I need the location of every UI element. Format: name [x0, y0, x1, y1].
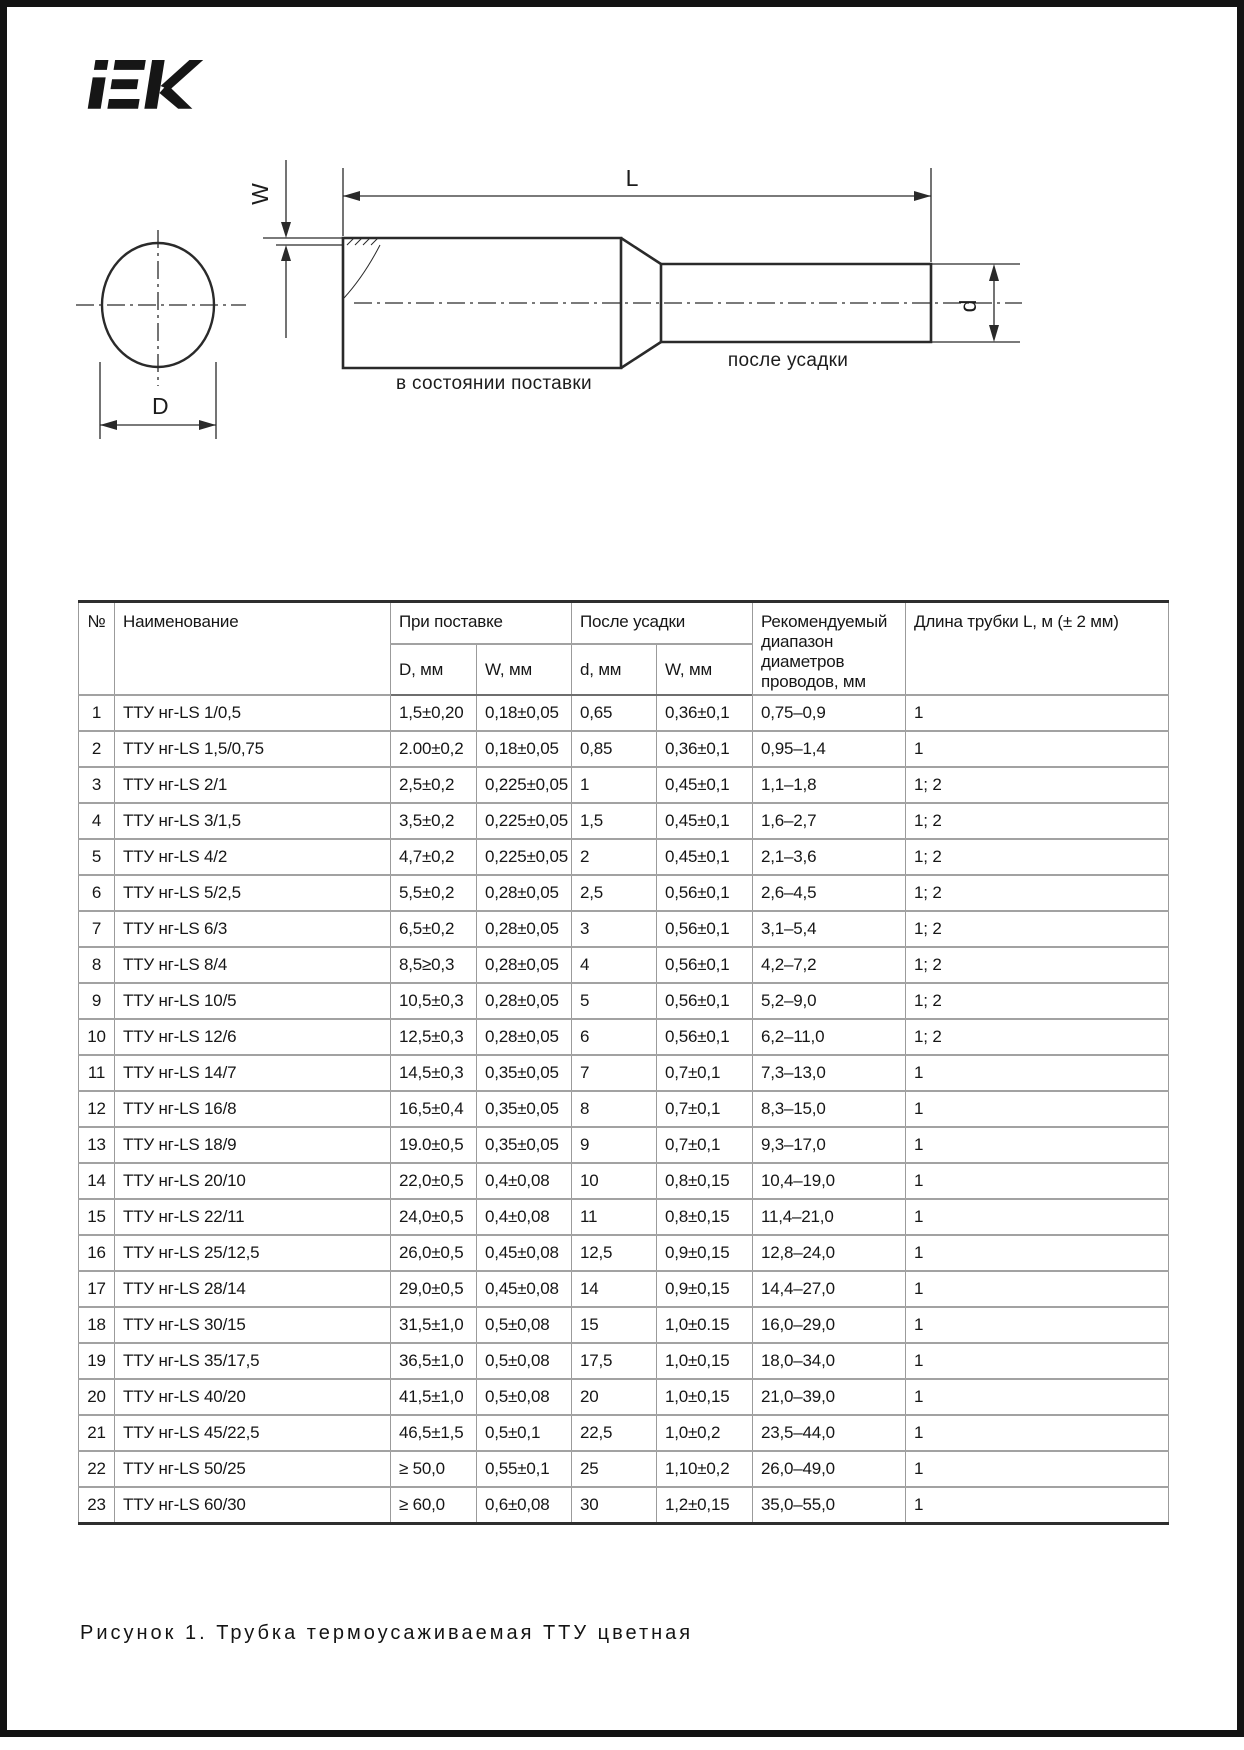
cell-supply-D: 14,5±0,3 [391, 1055, 477, 1091]
cell-length: 1; 2 [906, 839, 1169, 875]
table-row [79, 983, 1169, 1019]
cell-name: ТТУ нг-LS 22/11 [115, 1199, 391, 1235]
cell-supply-D: 24,0±0,5 [391, 1199, 477, 1235]
cell-name: ТТУ нг-LS 14/7 [115, 1055, 391, 1091]
cell-length: 1 [906, 1415, 1169, 1451]
cell-num: 20 [79, 1379, 115, 1415]
cell-shrink-d: 15 [572, 1307, 657, 1343]
cell-shrink-W: 0,8±0,15 [657, 1199, 753, 1235]
cell-length: 1 [906, 1307, 1169, 1343]
header-supply-group: При поставке [391, 602, 572, 645]
cell-num: 2 [79, 731, 115, 767]
table-row [79, 1307, 1169, 1343]
cell-num: 10 [79, 1019, 115, 1055]
cell-range: 4,2–7,2 [753, 947, 906, 983]
cell-name: ТТУ нг-LS 8/4 [115, 947, 391, 983]
cell-range: 1,1–1,8 [753, 767, 906, 803]
cell-shrink-W: 0,36±0,1 [657, 695, 753, 731]
cell-supply-D: 2.00±0,2 [391, 731, 477, 767]
cell-supply-W: 0,225±0,05 [477, 767, 572, 803]
table-row [79, 1415, 1169, 1451]
cell-supply-D: 6,5±0,2 [391, 911, 477, 947]
logo-k-stem [144, 60, 164, 109]
cell-num: 8 [79, 947, 115, 983]
cell-name: ТТУ нг-LS 4/2 [115, 839, 391, 875]
table-row [79, 1091, 1169, 1127]
cell-name: ТТУ нг-LS 60/30 [115, 1487, 391, 1523]
cell-supply-D: 22,0±0,5 [391, 1163, 477, 1199]
cell-length: 1 [906, 1235, 1169, 1271]
cell-supply-D: 4,7±0,2 [391, 839, 477, 875]
cell-num: 4 [79, 803, 115, 839]
logo-e-bot [107, 99, 139, 109]
cell-length: 1 [906, 1055, 1169, 1091]
cell-supply-D: 2,5±0,2 [391, 767, 477, 803]
cell-length: 1 [906, 1127, 1169, 1163]
cell-range: 0,75–0,9 [753, 695, 906, 731]
cell-shrink-W: 0,45±0,1 [657, 803, 753, 839]
table-row [79, 1019, 1169, 1055]
cell-num: 1 [79, 695, 115, 731]
cell-name: ТТУ нг-LS 12/6 [115, 1019, 391, 1055]
table-row [79, 767, 1169, 803]
spec-table [78, 600, 1169, 1525]
cell-name: ТТУ нг-LS 18/9 [115, 1127, 391, 1163]
wall-thickness-lines [263, 238, 343, 245]
table-row [79, 1271, 1169, 1307]
cell-supply-W: 0,225±0,05 [477, 839, 572, 875]
arrowhead [914, 191, 931, 201]
cell-range: 12,8–24,0 [753, 1235, 906, 1271]
cell-range: 23,5–44,0 [753, 1415, 906, 1451]
table-row [79, 1127, 1169, 1163]
cell-supply-W: 0,28±0,05 [477, 1019, 572, 1055]
cell-range: 2,6–4,5 [753, 875, 906, 911]
cell-num: 15 [79, 1199, 115, 1235]
label-W: W [247, 183, 273, 205]
cell-shrink-d: 14 [572, 1271, 657, 1307]
header-length: Длина трубки L, м (± 2 мм) [906, 602, 1169, 696]
table-row [79, 1379, 1169, 1415]
cell-shrink-d: 2 [572, 839, 657, 875]
cell-shrink-W: 0,56±0,1 [657, 947, 753, 983]
arrowhead [989, 264, 999, 281]
cell-name: ТТУ нг-LS 5/2,5 [115, 875, 391, 911]
cell-supply-W: 0,28±0,05 [477, 911, 572, 947]
cell-name: ТТУ нг-LS 10/5 [115, 983, 391, 1019]
cell-num: 5 [79, 839, 115, 875]
table-row [79, 731, 1169, 767]
cell-name: ТТУ нг-LS 1/0,5 [115, 695, 391, 731]
cell-shrink-d: 30 [572, 1487, 657, 1523]
cell-name: ТТУ нг-LS 45/22,5 [115, 1415, 391, 1451]
cell-shrink-W: 0,45±0,1 [657, 839, 753, 875]
cell-length: 1 [906, 1343, 1169, 1379]
cell-length: 1 [906, 1091, 1169, 1127]
arrowhead [199, 420, 216, 430]
cell-shrink-d: 11 [572, 1199, 657, 1235]
cell-supply-W: 0,28±0,05 [477, 947, 572, 983]
cell-num: 22 [79, 1451, 115, 1487]
table-row [79, 911, 1169, 947]
cell-shrink-W: 1,0±0,15 [657, 1379, 753, 1415]
cell-range: 35,0–55,0 [753, 1487, 906, 1523]
cell-supply-D: ≥ 50,0 [391, 1451, 477, 1487]
cell-supply-D: ≥ 60,0 [391, 1487, 477, 1523]
cell-name: ТТУ нг-LS 25/12,5 [115, 1235, 391, 1271]
cell-supply-D: 16,5±0,4 [391, 1091, 477, 1127]
cell-name: ТТУ нг-LS 2/1 [115, 767, 391, 803]
table-row [79, 1487, 1169, 1523]
cell-shrink-d: 2,5 [572, 875, 657, 911]
cell-supply-D: 1,5±0,20 [391, 695, 477, 731]
cell-shrink-W: 1,0±0,2 [657, 1415, 753, 1451]
table-row [79, 1055, 1169, 1091]
cell-shrink-d: 10 [572, 1163, 657, 1199]
header-num: № [79, 602, 115, 696]
table-row [79, 1451, 1169, 1487]
spec-table-body [79, 695, 1169, 1523]
cell-length: 1; 2 [906, 911, 1169, 947]
cell-num: 16 [79, 1235, 115, 1271]
spec-table-header [79, 602, 1169, 696]
cell-supply-D: 12,5±0,3 [391, 1019, 477, 1055]
logo-i-stem [88, 77, 106, 108]
cell-length: 1; 2 [906, 875, 1169, 911]
label-L: L [625, 165, 639, 191]
cell-length: 1; 2 [906, 803, 1169, 839]
label-D: D [152, 393, 169, 419]
cell-range: 8,3–15,0 [753, 1091, 906, 1127]
arrowhead [989, 325, 999, 342]
cell-shrink-W: 0,56±0,1 [657, 911, 753, 947]
cell-shrink-W: 0,7±0,1 [657, 1127, 753, 1163]
table-row [79, 839, 1169, 875]
header-shrink-group: После усадки [572, 602, 753, 645]
logo-k-lower-arm [157, 84, 196, 108]
cell-shrink-W: 0,7±0,1 [657, 1055, 753, 1091]
logo-i-dot [94, 60, 109, 70]
cell-supply-D: 46,5±1,5 [391, 1415, 477, 1451]
cell-shrink-d: 0,85 [572, 731, 657, 767]
table-row [79, 695, 1169, 731]
cell-name: ТТУ нг-LS 30/15 [115, 1307, 391, 1343]
cell-supply-W: 0,4±0,08 [477, 1199, 572, 1235]
table-row [79, 1199, 1169, 1235]
cell-range: 16,0–29,0 [753, 1307, 906, 1343]
cell-shrink-W: 1,10±0,2 [657, 1451, 753, 1487]
cell-num: 7 [79, 911, 115, 947]
cell-name: ТТУ нг-LS 35/17,5 [115, 1343, 391, 1379]
cell-name: ТТУ нг-LS 50/25 [115, 1451, 391, 1487]
cell-supply-W: 0,28±0,05 [477, 875, 572, 911]
cell-supply-W: 0,35±0,05 [477, 1091, 572, 1127]
cell-supply-D: 10,5±0,3 [391, 983, 477, 1019]
cell-length: 1 [906, 731, 1169, 767]
table-row [79, 1163, 1169, 1199]
cell-range: 18,0–34,0 [753, 1343, 906, 1379]
cell-shrink-W: 1,0±0,15 [657, 1343, 753, 1379]
cell-length: 1 [906, 1487, 1169, 1523]
cell-range: 2,1–3,6 [753, 839, 906, 875]
arrowhead [281, 222, 291, 238]
cell-supply-D: 19.0±0,5 [391, 1127, 477, 1163]
cell-shrink-W: 0,7±0,1 [657, 1091, 753, 1127]
cell-num: 11 [79, 1055, 115, 1091]
cell-name: ТТУ нг-LS 20/10 [115, 1163, 391, 1199]
cell-supply-D: 26,0±0,5 [391, 1235, 477, 1271]
cell-range: 0,95–1,4 [753, 731, 906, 767]
cell-supply-W: 0,18±0,05 [477, 731, 572, 767]
cell-supply-W: 0,45±0,08 [477, 1235, 572, 1271]
cell-num: 3 [79, 767, 115, 803]
cell-num: 23 [79, 1487, 115, 1523]
cell-name: ТТУ нг-LS 40/20 [115, 1379, 391, 1415]
header-supply-D: D, мм [391, 644, 477, 695]
cell-length: 1 [906, 1163, 1169, 1199]
cell-num: 14 [79, 1163, 115, 1199]
cell-shrink-W: 0,56±0,1 [657, 983, 753, 1019]
cell-shrink-W: 0,8±0,15 [657, 1163, 753, 1199]
cell-shrink-d: 4 [572, 947, 657, 983]
cell-shrink-d: 17,5 [572, 1343, 657, 1379]
header-supply-W: W, мм [477, 644, 572, 695]
header-shrink-W: W, мм [657, 644, 753, 695]
cell-supply-W: 0,5±0,08 [477, 1343, 572, 1379]
cell-shrink-d: 22,5 [572, 1415, 657, 1451]
cell-num: 13 [79, 1127, 115, 1163]
header-name: Наименование [115, 602, 391, 696]
cell-num: 6 [79, 875, 115, 911]
cell-num: 17 [79, 1271, 115, 1307]
cell-range: 14,4–27,0 [753, 1271, 906, 1307]
cell-range: 21,0–39,0 [753, 1379, 906, 1415]
cell-supply-W: 0,18±0,05 [477, 695, 572, 731]
cell-supply-W: 0,5±0,1 [477, 1415, 572, 1451]
cell-name: ТТУ нг-LS 16/8 [115, 1091, 391, 1127]
cell-supply-W: 0,5±0,08 [477, 1307, 572, 1343]
cell-name: ТТУ нг-LS 6/3 [115, 911, 391, 947]
label-supplied-state: в состоянии поставки [396, 373, 592, 394]
cell-shrink-d: 3 [572, 911, 657, 947]
cell-supply-W: 0,6±0,08 [477, 1487, 572, 1523]
cell-range: 1,6–2,7 [753, 803, 906, 839]
cell-name: ТТУ нг-LS 3/1,5 [115, 803, 391, 839]
cell-shrink-d: 25 [572, 1451, 657, 1487]
cell-num: 21 [79, 1415, 115, 1451]
table-row [79, 875, 1169, 911]
cell-supply-W: 0,55±0,1 [477, 1451, 572, 1487]
label-after-shrink: после усадки [727, 350, 849, 371]
cell-num: 19 [79, 1343, 115, 1379]
cell-supply-D: 31,5±1,0 [391, 1307, 477, 1343]
cell-supply-W: 0,5±0,08 [477, 1379, 572, 1415]
cell-length: 1 [906, 1271, 1169, 1307]
cell-range: 7,3–13,0 [753, 1055, 906, 1091]
cell-range: 6,2–11,0 [753, 1019, 906, 1055]
cell-supply-D: 36,5±1,0 [391, 1343, 477, 1379]
cell-length: 1 [906, 1379, 1169, 1415]
cell-num: 12 [79, 1091, 115, 1127]
cell-shrink-W: 1,0±0.15 [657, 1307, 753, 1343]
cell-length: 1; 2 [906, 983, 1169, 1019]
cell-range: 11,4–21,0 [753, 1199, 906, 1235]
cell-range: 26,0–49,0 [753, 1451, 906, 1487]
cell-supply-D: 29,0±0,5 [391, 1271, 477, 1307]
cell-length: 1; 2 [906, 1019, 1169, 1055]
cell-supply-D: 8,5≥0,3 [391, 947, 477, 983]
logo-e-mid [110, 79, 138, 89]
cell-shrink-d: 9 [572, 1127, 657, 1163]
figure-caption: Рисунок 1. Трубка термоусаживаемая ТТУ цветная [80, 1622, 694, 1644]
cell-supply-W: 0,45±0,08 [477, 1271, 572, 1307]
cell-shrink-W: 0,36±0,1 [657, 731, 753, 767]
cell-shrink-W: 0,56±0,1 [657, 1019, 753, 1055]
cell-supply-W: 0,4±0,08 [477, 1163, 572, 1199]
cell-supply-W: 0,28±0,05 [477, 983, 572, 1019]
cell-supply-W: 0,35±0,05 [477, 1055, 572, 1091]
cell-shrink-d: 1 [572, 767, 657, 803]
table-row [79, 1235, 1169, 1271]
arrowhead [343, 191, 360, 201]
header-shrink-d: d, мм [572, 644, 657, 695]
cell-num: 9 [79, 983, 115, 1019]
cell-name: ТТУ нг-LS 1,5/0,75 [115, 731, 391, 767]
cell-num: 18 [79, 1307, 115, 1343]
cell-supply-D: 41,5±1,0 [391, 1379, 477, 1415]
table-row [79, 1343, 1169, 1379]
cell-shrink-W: 0,9±0,15 [657, 1271, 753, 1307]
cell-shrink-W: 0,45±0,1 [657, 767, 753, 803]
cell-length: 1 [906, 1199, 1169, 1235]
cell-shrink-W: 1,2±0,15 [657, 1487, 753, 1523]
cell-supply-W: 0,225±0,05 [477, 803, 572, 839]
cell-shrink-W: 0,9±0,15 [657, 1235, 753, 1271]
arrowhead [100, 420, 117, 430]
cell-shrink-d: 7 [572, 1055, 657, 1091]
technical-drawing [70, 146, 1190, 486]
header-range: Рекомендуемый диапазон диаметров проводов, мм [753, 602, 906, 696]
cell-length: 1 [906, 695, 1169, 731]
cell-shrink-d: 12,5 [572, 1235, 657, 1271]
cell-shrink-d: 5 [572, 983, 657, 1019]
cell-length: 1; 2 [906, 947, 1169, 983]
table-row [79, 947, 1169, 983]
iek-logo [86, 54, 204, 114]
wall-inner-curve [344, 245, 380, 298]
cell-supply-D: 3,5±0,2 [391, 803, 477, 839]
cell-shrink-d: 0,65 [572, 695, 657, 731]
cell-shrink-d: 8 [572, 1091, 657, 1127]
cell-name: ТТУ нг-LS 28/14 [115, 1271, 391, 1307]
arrowhead [281, 245, 291, 261]
table-row [79, 803, 1169, 839]
cell-supply-W: 0,35±0,05 [477, 1127, 572, 1163]
logo-e-top [114, 60, 146, 70]
cell-length: 1; 2 [906, 767, 1169, 803]
cell-shrink-W: 0,56±0,1 [657, 875, 753, 911]
cell-range: 5,2–9,0 [753, 983, 906, 1019]
cell-shrink-d: 6 [572, 1019, 657, 1055]
cell-shrink-d: 20 [572, 1379, 657, 1415]
label-d: d [955, 299, 981, 313]
cell-range: 9,3–17,0 [753, 1127, 906, 1163]
cell-range: 10,4–19,0 [753, 1163, 906, 1199]
cell-range: 3,1–5,4 [753, 911, 906, 947]
cell-shrink-d: 1,5 [572, 803, 657, 839]
cell-length: 1 [906, 1451, 1169, 1487]
cell-supply-D: 5,5±0,2 [391, 875, 477, 911]
